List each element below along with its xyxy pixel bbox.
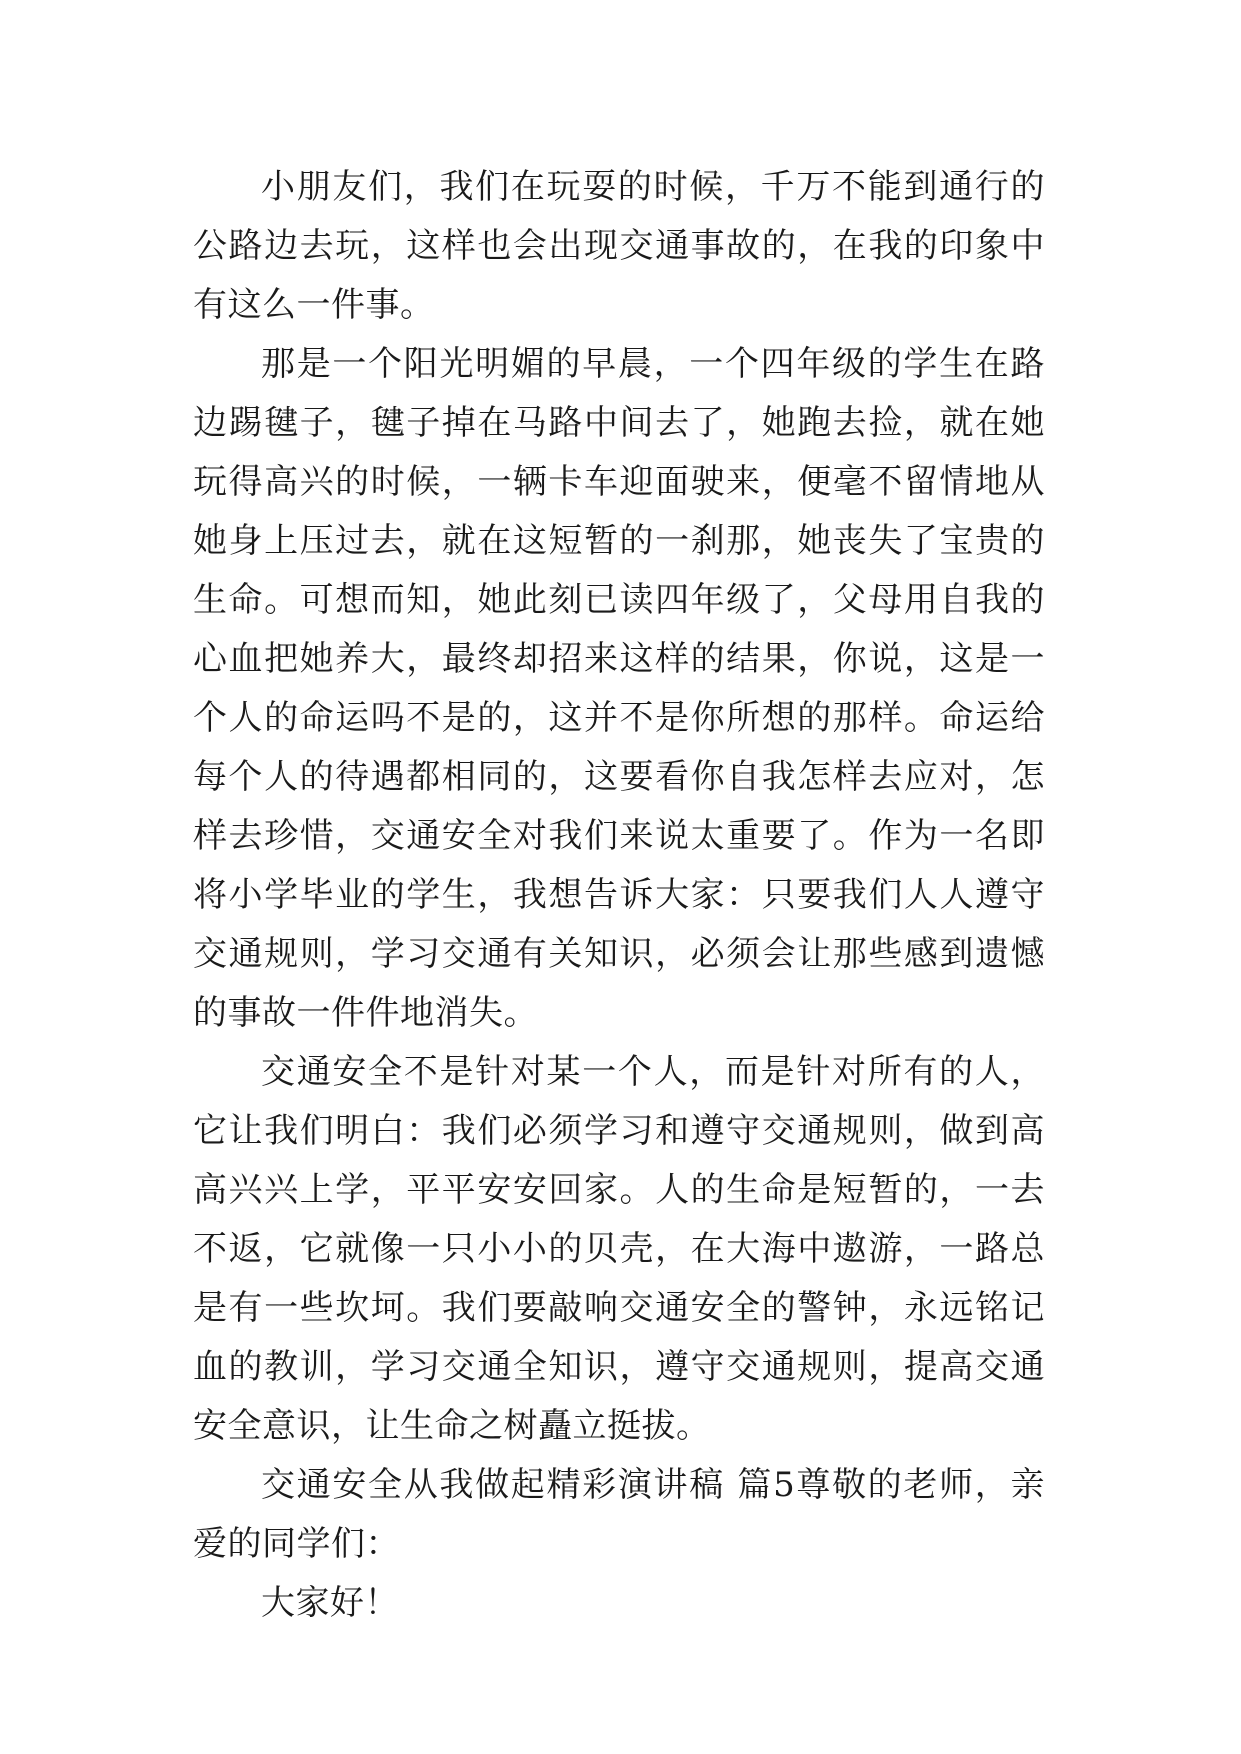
paragraph-4: 交通安全从我做起精彩演讲稿 篇5尊敬的老师，亲爱的同学们： [193,1465,1045,1564]
document-body [193,158,1045,1633]
paragraph-5: 大家好！ [261,1583,399,1623]
paragraph-3: 交通安全不是针对某一个人，而是针对所有的人，它让我们明白：我们必须学习和遵守交通规则，做到高高兴兴上学，平平安安回家。人的生命是短暂的，一去不返，它就像一只小小的贝壳，在大海中遨游，一路总是有一些坎坷。我们要敲响交通安全的警钟，永远铭记血的教训，学习交通全知识，遵守交通规则，提高交通安全意识，让生命之树矗立挺拔。 [193,1052,1045,1446]
paragraph-1: 小朋友们，我们在玩耍的时候，千万不能到通行的公路边去玩，这样也会出现交通事故的，在我的印象中有这么一件事。 [193,167,1045,325]
paragraph-2: 那是一个阳光明媚的早晨，一个四年级的学生在路边踢毽子，毽子掉在马路中间去了，她跑去捡，就在她玩得高兴的时候，一辆卡车迎面驶来，便毫不留情地从她身上压过去，就在这短暂的一刹那，她丧失了宝贵的生命。可想而知，她此刻已读四年级了，父母用自我的心血把她养大，最终却招来这样的结果，你说，这是一个人的命运吗不是的，这并不是你所想的那样。命运给每个人的待遇都相同的，这要看你自我怎样去应对，怎样去珍惜，交通安全对我们来说太重要了。作为一名即将小学毕业的学生，我想告诉大家：只要我们人人遵守交通规则，学习交通有关知识，必须会让那些感到遗憾的事故一件件地消失。 [193,344,1045,1033]
